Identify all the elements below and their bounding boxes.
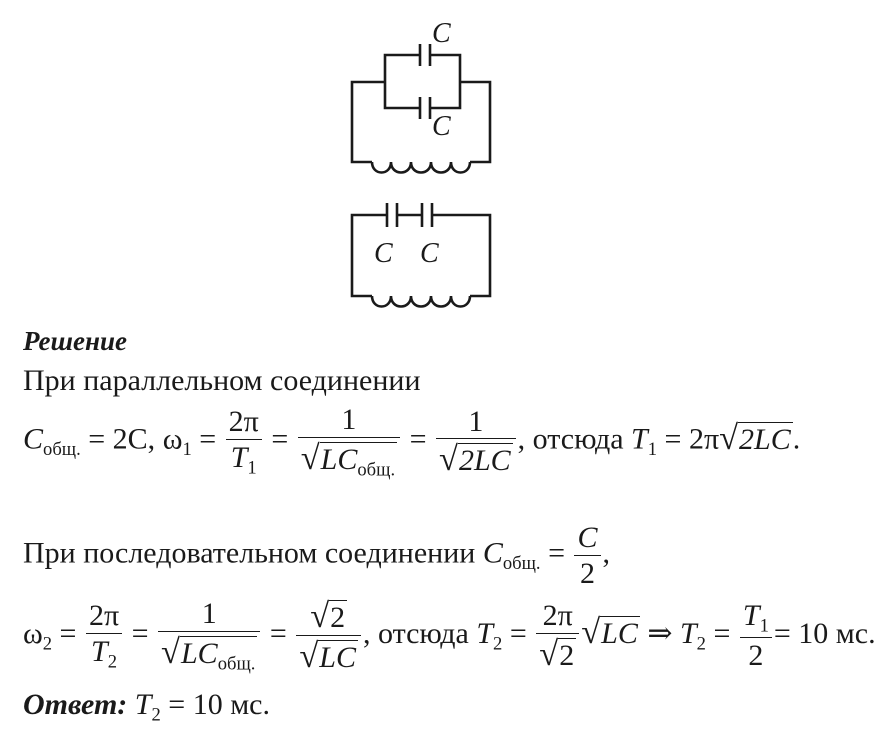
parallel-circuit <box>352 18 490 173</box>
series-frac-c-2: $\frac{C}{2}$ <box>574 522 600 589</box>
eq1-t1-rad: 2LC <box>739 422 791 456</box>
eq1-omega: ω <box>162 422 183 456</box>
eq2-result: = 10 мс. <box>773 617 876 651</box>
series-coil <box>372 296 470 307</box>
eq2-omega: ω <box>23 617 43 651</box>
answer-t: T <box>134 688 152 721</box>
answer-line: Ответ: $T_2 = 10$ мс. <box>23 688 270 726</box>
cap-label-upper: C <box>432 18 451 49</box>
eq2-frac-2pi-sqrt2: $\frac{2\pi}{√2}$ <box>536 600 579 672</box>
eq1-t1: T <box>631 422 648 456</box>
series-c: C <box>482 536 503 570</box>
eq1-c-sub: общ. <box>43 439 81 461</box>
parallel-coil <box>372 162 470 173</box>
eq2-frac-t1-2: $\frac{T_1}{2}$ <box>740 600 772 672</box>
eq1-hence: , отсюда <box>517 422 624 456</box>
cap-label-right: C <box>420 238 439 269</box>
series-text: При последовательном соединении <box>23 536 476 570</box>
answer-label: Ответ: <box>23 688 128 721</box>
equation-parallel: $C_{общ.} = 2C$, $\omega_1$ = $\frac{2\pi}{T_1}$ = $\frac{1}{√LC_{общ.}}$ = $\frac{1}{√2LC}$ , отсюда $T_1 = 2\pi√2LC$. <box>23 403 801 480</box>
solution-heading: Решение <box>23 326 127 356</box>
eq1-omega-sub: 1 <box>182 439 192 461</box>
eq1-frac-1-sqrt-lc: $\frac{1}{√LC_{общ.}}$ <box>298 404 400 480</box>
circuit-diagrams <box>0 0 888 330</box>
implies-arrow: ⇒ <box>647 617 673 651</box>
eq1-frac-1-sqrt-2lc: $\frac{1}{√2LC}$ <box>436 406 516 478</box>
equation-series: $\omega_2$ = $\frac{2\pi}{T_2}$ = $\frac{1}{√LC_{общ.}}$ = $\frac{√2}{√LC}$ , отсюда $T_2$ = $\frac{2\pi}{√2}$ √LC ⇒ $T_2$ = $\frac{T_1}{2}$ = 10 мс. <box>23 597 876 676</box>
eq2-frac-sqrt2-sqrtlc: $\frac{√2}{√LC}$ <box>296 598 361 674</box>
eq2-frac-2pi-t2: $\frac{2\pi}{T_2}$ <box>86 600 122 672</box>
eq1-frac-2pi-t1: $\frac{2\pi}{T_1}$ <box>226 406 262 478</box>
cap-label-left: C <box>374 238 393 269</box>
eq2-frac-1-sqrt-lc: $\frac{1}{√LC_{общ.}}$ <box>158 598 260 674</box>
parallel-text: При параллельном соединении <box>23 364 421 397</box>
eq1-t1-rhs: = 2π <box>664 422 720 456</box>
series-circuit <box>352 203 490 307</box>
series-line: При последовательном соединении $C_{общ.}$ = $\frac{C}{2}$ , <box>23 521 610 590</box>
cap-label-lower: C <box>432 111 451 142</box>
eq1-c: C <box>23 422 44 456</box>
answer-value: = 10 мс. <box>168 688 270 721</box>
eq1-2c: = 2C, <box>88 422 156 456</box>
eq2-hence: , отсюда <box>362 617 469 651</box>
eq1-equals: = <box>199 422 217 456</box>
